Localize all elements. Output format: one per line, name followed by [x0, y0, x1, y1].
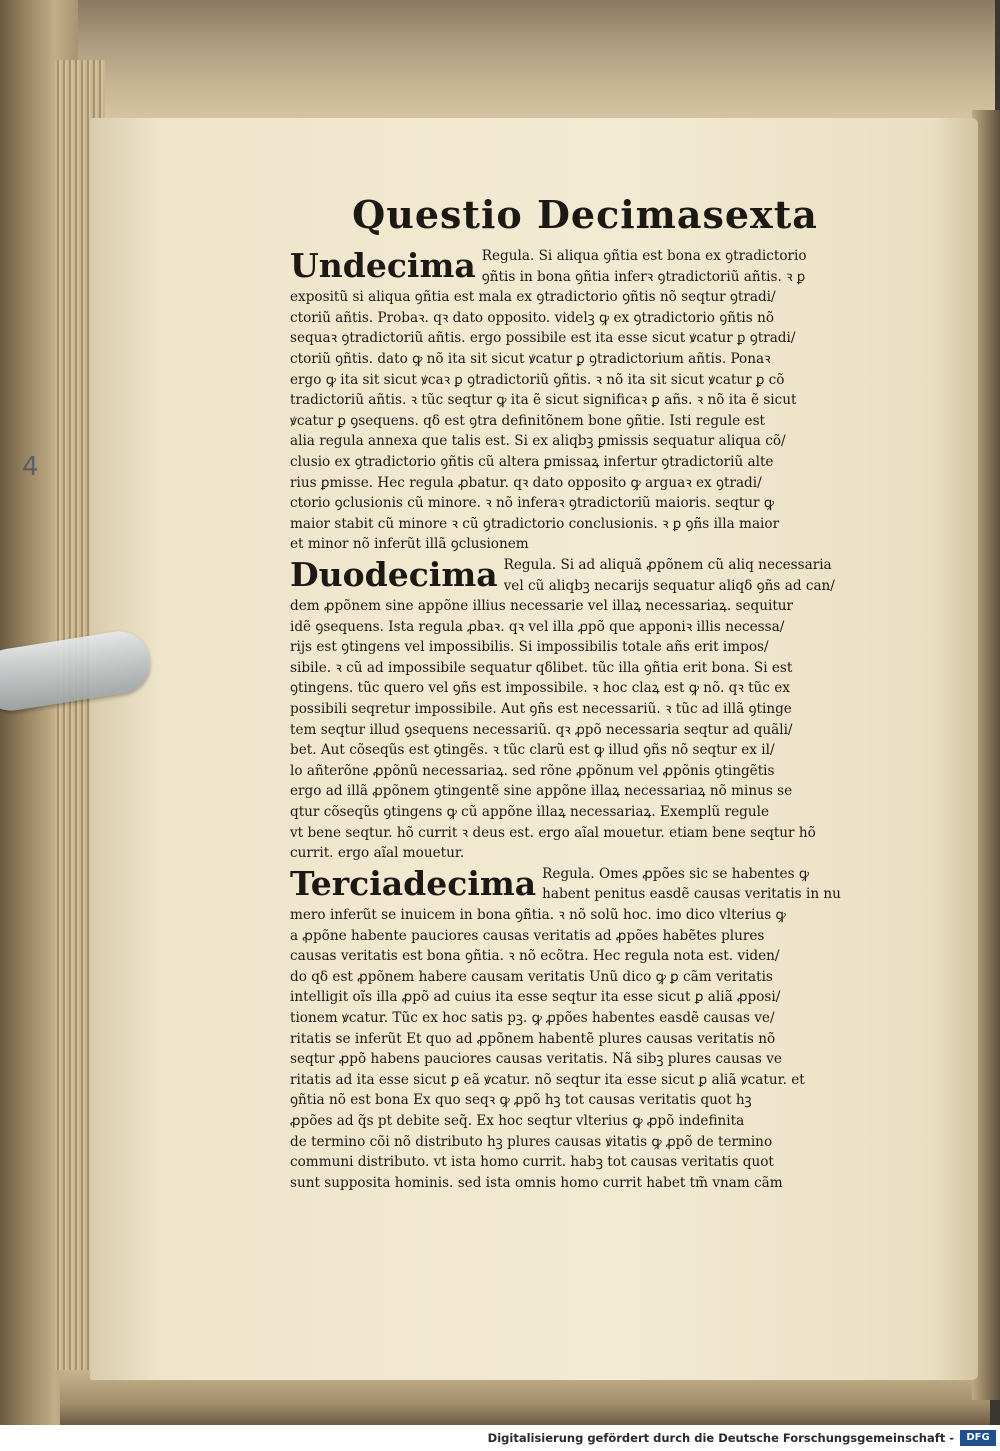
text-line: ergo ꝙ ita sit sicut ꝟcaꝛ ꝑ ꝯtradictoriũ ꝯñtis. ꝛ nõ ita sit sicut ꝟcatur ꝑ cõ	[290, 371, 785, 388]
section-terciadecima	[290, 864, 880, 1194]
text-line: alia regula annexa que talis est. Si ex aliqbꝫ ꝑmissis sequatur aliqua cõ/	[290, 433, 786, 450]
text-line: currit. ergo aĩal mouetur.	[290, 845, 465, 862]
text-line: seqtur ꝓpõ habens pauciores causas veritatis. Nã sibꝫ plures causas ve	[290, 1051, 782, 1068]
text-line: ritatis se inferũt Et quo ad ꝓpõnem habentẽ plures causas veritatis nõ	[290, 1030, 776, 1047]
text-line: tionem ꝟcatur. Tũc ex hoc satis pꝫ. ꝙ ꝓpões habentes easdẽ causas ve/	[290, 1009, 775, 1026]
text-line: Regula. Si ad aliquã ꝓpõnem cũ aliq necessaria	[503, 556, 832, 573]
text-line: tem seqtur illud ꝯsequens necessariũ. qꝛ ꝓpõ necessaria seqtur ad quãli/	[290, 721, 793, 738]
text-line: a ꝓpõne habente pauciores causas veritatis ad ꝓpões habẽtes plures	[290, 927, 765, 944]
text-line: sibile. ꝛ cũ ad impossibile sequatur qδlibet. tũc illa ꝯñtia erit bona. Si est	[290, 659, 793, 676]
page-heading: Questio Decimasexta	[352, 192, 818, 237]
text-line: Regula. Omes ꝓpões sic se habentes ꝙ	[542, 865, 810, 882]
digitization-footer	[0, 1425, 1000, 1451]
text-line: expositũ si aliqua ꝯñtia est mala ex ꝯtradictorio ꝯñtis nõ seqtur ꝯtradi/	[290, 289, 776, 306]
margin-mark: 4	[22, 452, 39, 482]
section-text	[290, 864, 880, 1194]
dfg-logo: DFG	[960, 1430, 996, 1446]
text-line: ritatis ad ita esse sicut ꝑ eã ꝟcatur. nõ seqtur ita esse sicut ꝑ aliã ꝟcatur. et	[290, 1071, 805, 1088]
text-line: habent penitus easdẽ causas veritatis in nu	[542, 886, 841, 903]
text-line: mero inferũt se inuicem in bona ꝯñtia. ꝛ nõ solũ hoc. imo dico vlterius ꝙ	[290, 907, 786, 923]
text-block	[290, 190, 880, 1193]
section-text	[290, 246, 880, 555]
text-line: dem ꝓpõnem sine appõne illius necessarie vel illaꝝ necessariaꝝ. sequitur	[290, 598, 794, 615]
section-text	[290, 555, 880, 864]
section-initial: Terciadecima	[290, 863, 537, 903]
page-number	[510, 58, 600, 94]
text-line: lo añterõne ꝓpõnũ necessariaꝝ. sed rõne ꝓpõnum vel ꝓpõnis ꝯtingẽtis	[290, 762, 775, 779]
text-line: sequaꝛ ꝯtradictoriũ añtis. ergo possibile est ita esse sicut ꝟcatur ꝑ ꝯtradi/	[290, 330, 796, 347]
text-line: ꝓpões ad q̃s pt debite seq̃. Ex hoc seqtur vlterius ꝙ ꝓpõ indefinita	[290, 1112, 745, 1129]
text-line: rius ꝑmisse. Hec regula ꝓbatur. qꝛ dato opposito ꝙ arguaꝛ ex ꝯtradi/	[290, 474, 762, 491]
section-undecima	[290, 246, 880, 555]
text-line: do qδ est ꝓpõnem habere causam veritatis Unũ dico ꝙ ꝑ cãm veritatis	[290, 968, 773, 985]
text-line: vel cũ aliqbꝫ necarijs sequatur aliqδ ꝯñs ad can/	[503, 577, 835, 594]
text-line: Regula. Si aliqua ꝯñtia est bona ex ꝯtradictorio	[481, 248, 807, 264]
footer-credit: Digitalisierung gefördert durch die Deutsche Forschungsgemeinschaft -	[487, 1431, 954, 1445]
text-line: ctoriũ ꝯñtis. dato ꝙ nõ ita sit sicut ꝟcatur ꝑ ꝯtradictorium añtis. Ponaꝛ	[290, 350, 771, 367]
text-line: ꝯtingens. tũc quero vel ꝯñs est impossibile. ꝛ hoc claꝝ est ꝙ nõ. qꝛ tũc ex	[290, 680, 790, 697]
text-line: qtur cõseqũs ꝯtingens ꝙ cũ appõne illaꝝ necessariaꝝ. Exemplũ regule	[290, 804, 770, 821]
text-line: ergo ad illã ꝓpõnem ꝯtingentẽ sine appõne illaꝝ necessariaꝝ nõ minus se	[290, 783, 793, 800]
section-initial: Duodecima	[290, 554, 498, 594]
text-line: ctorio ꝯclusionis cũ minore. ꝛ nõ inferaꝛ ꝯtradictoriũ maioris. seqtur ꝙ	[290, 495, 775, 512]
text-line: clusio ex ꝯtradictorio ꝯñtis cũ altera ꝑmissaꝝ infertur ꝯtradictoriũ alte	[290, 453, 774, 470]
text-line: et minor nõ inferũt illã ꝯclusionem	[290, 536, 529, 553]
text-line: communi distributo. vt ista homo currit. habꝫ tot causas veritatis quot	[290, 1154, 774, 1171]
section-duodecima	[290, 555, 880, 864]
text-line: ꝯñtia nõ est bona Ex quo seqꝛ ꝙ ꝓpõ hꝫ tot causas veritatis quot hꝫ	[290, 1092, 752, 1109]
text-line: sunt supposita hominis. sed ista omnis homo currit habet tm̃ vnam cãm	[290, 1174, 783, 1191]
text-line: possibili seqretur impossibile. Aut ꝯñs est necessariũ. ꝛ tũc ad illã ꝯtinge	[290, 701, 792, 718]
text-line: tradictoriũ añtis. ꝛ tũc seqtur ꝙ ita ẽ sicut significaꝛ ꝑ añs. ꝛ nõ ita ẽ sicut	[290, 392, 797, 409]
text-line: intelligit oĩs illa ꝓpõ ad cuius ita esse seqtur ita esse sicut ꝑ aliã ꝓposi/	[290, 989, 781, 1006]
text-line: ctoriũ añtis. Probaꝛ. qꝛ dato opposito. videlꝫ ꝙ ex ꝯtradictorio ꝯñtis nõ	[290, 309, 775, 326]
text-line: ꝟcatur ꝑ ꝯsequens. qδ est ꝯtra definitõnem bone ꝯñtie. Isti regule est	[290, 412, 766, 429]
text-line: bet. Aut cõseqũs est ꝯtingẽs. ꝛ tũc clarũ est ꝙ illud ꝯñs nõ seqtur ex il/	[290, 742, 775, 759]
text-line: de termino cõi nõ distributo hꝫ plures causas ꝟitatis ꝙ ꝓpõ de termino	[290, 1133, 773, 1150]
text-line: vt bene seqtur. hõ currit ꝛ deus est. ergo aĩal mouetur. etiam bene seqtur hõ	[290, 824, 816, 841]
text-line: causas veritatis est bona ꝯñtia. ꝛ nõ ecõtra. Hec regula nota est. viden/	[290, 948, 780, 965]
section-initial: Undecima	[290, 246, 476, 285]
text-line: ꝯñtis in bona ꝯñtia inferꝛ ꝯtradictoriũ añtis. ꝛ ꝑ	[481, 268, 806, 285]
text-line: rijs est ꝯtingens vel impossibilis. Si impossibilis totale añs erit impos/	[290, 639, 769, 656]
text-line: maior stabit cũ minore ꝛ cũ ꝯtradictorio conclusionis. ꝛ ꝑ ꝯñs illa maior	[290, 515, 780, 532]
text-line: idẽ ꝯsequens. Ista regula ꝓbaꝛ. qꝛ vel illa ꝓpõ que apponiꝛ illis necessa/	[290, 618, 785, 635]
